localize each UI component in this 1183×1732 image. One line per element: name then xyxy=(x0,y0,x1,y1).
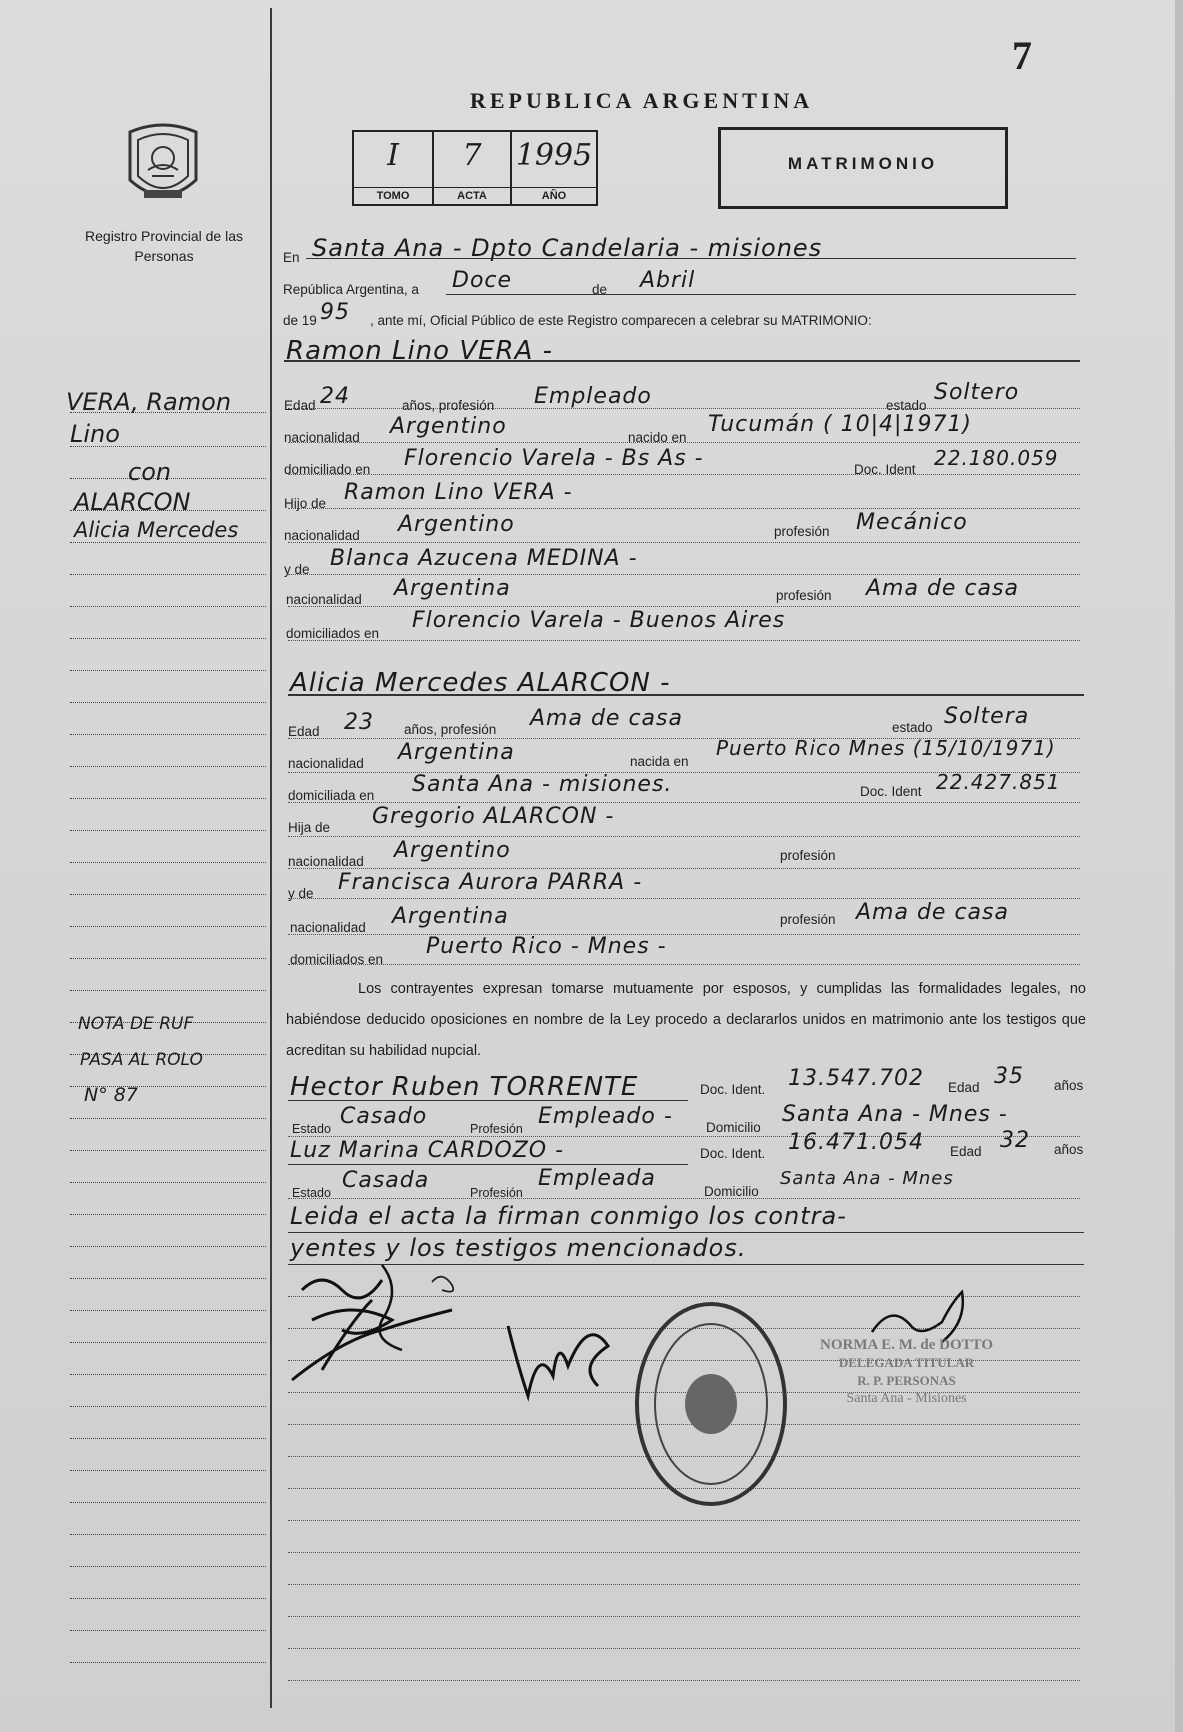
republica-label: República Argentina, a xyxy=(283,282,419,297)
bride-prof-label: años, profesión xyxy=(404,722,497,737)
witness2-prof-label: Profesión xyxy=(470,1186,523,1200)
witness-signature xyxy=(498,1306,618,1406)
witness2-domicile: Santa Ana - Mnes xyxy=(780,1168,954,1189)
witness2-doc: 16.471.054 xyxy=(788,1130,924,1155)
bride-name: Alicia Mercedes ALARCON - xyxy=(290,668,671,698)
bride-father-nat: Argentino xyxy=(394,838,511,863)
official-round-stamp-icon xyxy=(632,1300,790,1508)
witness2-doc-label: Doc. Ident. xyxy=(700,1146,766,1161)
record-type: MATRIMONIO xyxy=(787,154,939,173)
acta-value: 7 xyxy=(462,138,482,173)
groom-parents-dom: Florencio Varela - Buenos Aires xyxy=(412,608,786,633)
witness1-prof-label: Profesión xyxy=(470,1122,523,1136)
witness2-anos-label: años xyxy=(1054,1142,1084,1157)
month-value: Abril xyxy=(640,268,696,293)
witness1-edad-label: Edad xyxy=(948,1080,980,1095)
bride-parents-dom: Puerto Rico - Mnes - xyxy=(426,934,667,959)
country-title: REPUBLICA ARGENTINA xyxy=(470,88,814,113)
year-value: 95 xyxy=(320,300,350,325)
bride-edad-label: Edad xyxy=(288,724,320,739)
side-name-1: VERA, Ramon xyxy=(66,388,232,416)
groom-doc-label: Doc. Ident xyxy=(854,462,916,477)
groom-status: Soltero xyxy=(934,380,1020,405)
groom-nacido-label: nacido en xyxy=(628,430,687,445)
groom-dom-label: domiciliado en xyxy=(284,462,371,477)
groom-father: Ramon Lino VERA - xyxy=(344,480,573,505)
side-note-1: NOTA DE RUF xyxy=(78,1014,194,1034)
bride-estado-label: estado xyxy=(892,720,933,735)
groom-nac-label: nacionalidad xyxy=(284,430,360,445)
bride-nac-label: nacionalidad xyxy=(288,756,364,771)
groom-estado-label: estado xyxy=(886,398,927,413)
bride-profession: Ama de casa xyxy=(530,706,683,731)
bride-status: Soltera xyxy=(944,704,1030,729)
bride-mother-prof-label: profesión xyxy=(780,912,836,927)
groom-parents-dom-label: domiciliados en xyxy=(286,626,380,641)
official-place: Santa Ana - Misiones xyxy=(846,1391,967,1406)
groom-mother-nat: Argentina xyxy=(394,576,511,601)
groom-doc: 22.180.059 xyxy=(934,446,1059,470)
month-de-label: de xyxy=(592,282,608,297)
witness2-status: Casada xyxy=(342,1168,430,1193)
closing-line-2: yentes y los testigos mencionados. xyxy=(290,1234,747,1262)
groom-born: Tucumán ( 10|4|1971) xyxy=(708,412,973,437)
witness1-dom-label: Domicilio xyxy=(706,1120,761,1135)
witness1-estado-label: Estado xyxy=(292,1122,331,1136)
ano-value: 1995 xyxy=(515,138,593,173)
groom-father-nat: Argentino xyxy=(398,512,515,537)
groom-father-nat-label: nacionalidad xyxy=(284,528,360,543)
bride-born: Puerto Rico Mnes (15/10/1971) xyxy=(716,736,1056,760)
province-seal-icon xyxy=(122,120,204,210)
ano-label: AÑO xyxy=(512,187,596,202)
margin-rule xyxy=(270,8,272,1708)
groom-mother-prof-label: profesión xyxy=(776,588,832,603)
page-edge xyxy=(1175,0,1183,1732)
record-number-box xyxy=(352,130,598,206)
place-value: Santa Ana - Dpto Candelaria - misiones xyxy=(312,234,823,262)
bride-mother-nat-label: nacionalidad xyxy=(290,920,366,935)
groom-name: Ramon Lino VERA - xyxy=(286,336,554,366)
registry-name: Registro Provincial de las Personas xyxy=(85,228,243,264)
groom-age: 24 xyxy=(320,384,350,409)
ano-cell xyxy=(512,132,596,204)
bride-hija-label: Hija de xyxy=(288,820,331,835)
groom-father-prof-label: profesión xyxy=(774,524,830,539)
witness2-age: 32 xyxy=(1000,1128,1030,1153)
witness2-estado-label: Estado xyxy=(292,1186,331,1200)
side-name-4: Alicia Mercedes xyxy=(74,518,239,542)
groom-mother-prof: Ama de casa xyxy=(866,576,1019,601)
witness1-domicile: Santa Ana - Mnes - xyxy=(782,1102,1008,1127)
bride-father-nat-label: nacionalidad xyxy=(288,854,364,869)
tomo-label: TOMO xyxy=(354,187,432,202)
side-note-2: PASA AL ROLO xyxy=(80,1050,203,1070)
witness1-name: Hector Ruben TORRENTE xyxy=(290,1072,639,1102)
side-name-3: ALARCON xyxy=(74,488,191,516)
bride-dom-label: domiciliada en xyxy=(288,788,375,803)
bride-mother-nat: Argentina xyxy=(392,904,509,929)
groom-yde-label: y de xyxy=(284,562,310,577)
witness2-edad-label: Edad xyxy=(950,1144,982,1159)
bride-father-prof-label: profesión xyxy=(780,848,836,863)
declaration-text: Los contrayentes expresan tomarse mutuamente por esposos, y cumplidas las formalidades legales, no habiéndose deducido oposiciones en nombre de la Ley procedo a declararlos unidos en matrimonio ante los testigos que acreditan su habilidad nupcial. xyxy=(286,981,1086,1059)
tomo-value: I xyxy=(387,138,399,173)
bride-parents-dom-label: domiciliados en xyxy=(290,952,384,967)
side-con: con xyxy=(128,458,172,486)
bride-age: 23 xyxy=(344,710,374,735)
groom-domicile: Florencio Varela - Bs As - xyxy=(404,446,704,471)
witness2-name: Luz Marina CARDOZO - xyxy=(290,1138,565,1163)
acta-cell xyxy=(434,132,512,204)
groom-hijo-label: Hijo de xyxy=(284,496,327,511)
witness2-profession: Empleada xyxy=(538,1166,656,1191)
contractant-signatures xyxy=(282,1260,462,1400)
groom-mother: Blanca Azucena MEDINA - xyxy=(330,546,638,571)
witness1-status: Casado xyxy=(340,1104,428,1129)
witness1-doc-label: Doc. Ident. xyxy=(700,1082,766,1097)
official-name: NORMA E. M. de DOTTO xyxy=(820,1337,994,1353)
groom-father-prof: Mecánico xyxy=(856,510,968,535)
witness2-dom-label: Domicilio xyxy=(704,1184,759,1199)
acta-label: ACTA xyxy=(434,187,510,202)
tomo-cell xyxy=(354,132,434,204)
bride-nacida-label: nacida en xyxy=(630,754,689,769)
en-label: En xyxy=(283,250,300,265)
bride-nationality: Argentina xyxy=(398,740,515,765)
official-title-2: R. P. PERSONAS xyxy=(857,1373,956,1388)
bride-doc: 22.427.851 xyxy=(936,770,1061,794)
year-label: de 19 xyxy=(283,313,317,328)
page-number: 7 xyxy=(1012,33,1032,78)
official-title-1: DELEGADA TITULAR xyxy=(838,1355,975,1370)
bride-mother: Francisca Aurora PARRA - xyxy=(338,870,643,895)
official-stamp-block xyxy=(820,1336,993,1408)
side-note-3: N° 87 xyxy=(84,1084,138,1106)
groom-prof-label: años, profesión xyxy=(402,398,495,413)
witness1-anos-label: años xyxy=(1054,1078,1084,1093)
witness1-doc: 13.547.702 xyxy=(788,1066,924,1091)
day-value: Doce xyxy=(452,268,513,293)
intro-text: , ante mí, Oficial Público de este Registro comparecen a celebrar su MATRIMONIO: xyxy=(370,313,872,328)
groom-edad-label: Edad xyxy=(284,398,316,413)
closing-line-1: Leida el acta la firman conmigo los contra- xyxy=(290,1202,847,1230)
bride-yde-label: y de xyxy=(288,886,314,901)
groom-mother-nat-label: nacionalidad xyxy=(286,592,362,607)
groom-profession: Empleado xyxy=(534,384,652,409)
witness1-age: 35 xyxy=(994,1064,1024,1089)
bride-domicile: Santa Ana - misiones. xyxy=(412,772,673,797)
record-type-box xyxy=(718,127,1008,209)
witness1-profession: Empleado - xyxy=(538,1104,673,1129)
side-name-2: Lino xyxy=(70,420,120,448)
bride-mother-prof: Ama de casa xyxy=(856,900,1009,925)
groom-nationality: Argentino xyxy=(390,414,507,439)
bride-father: Gregorio ALARCON - xyxy=(372,804,615,829)
bride-doc-label: Doc. Ident xyxy=(860,784,922,799)
